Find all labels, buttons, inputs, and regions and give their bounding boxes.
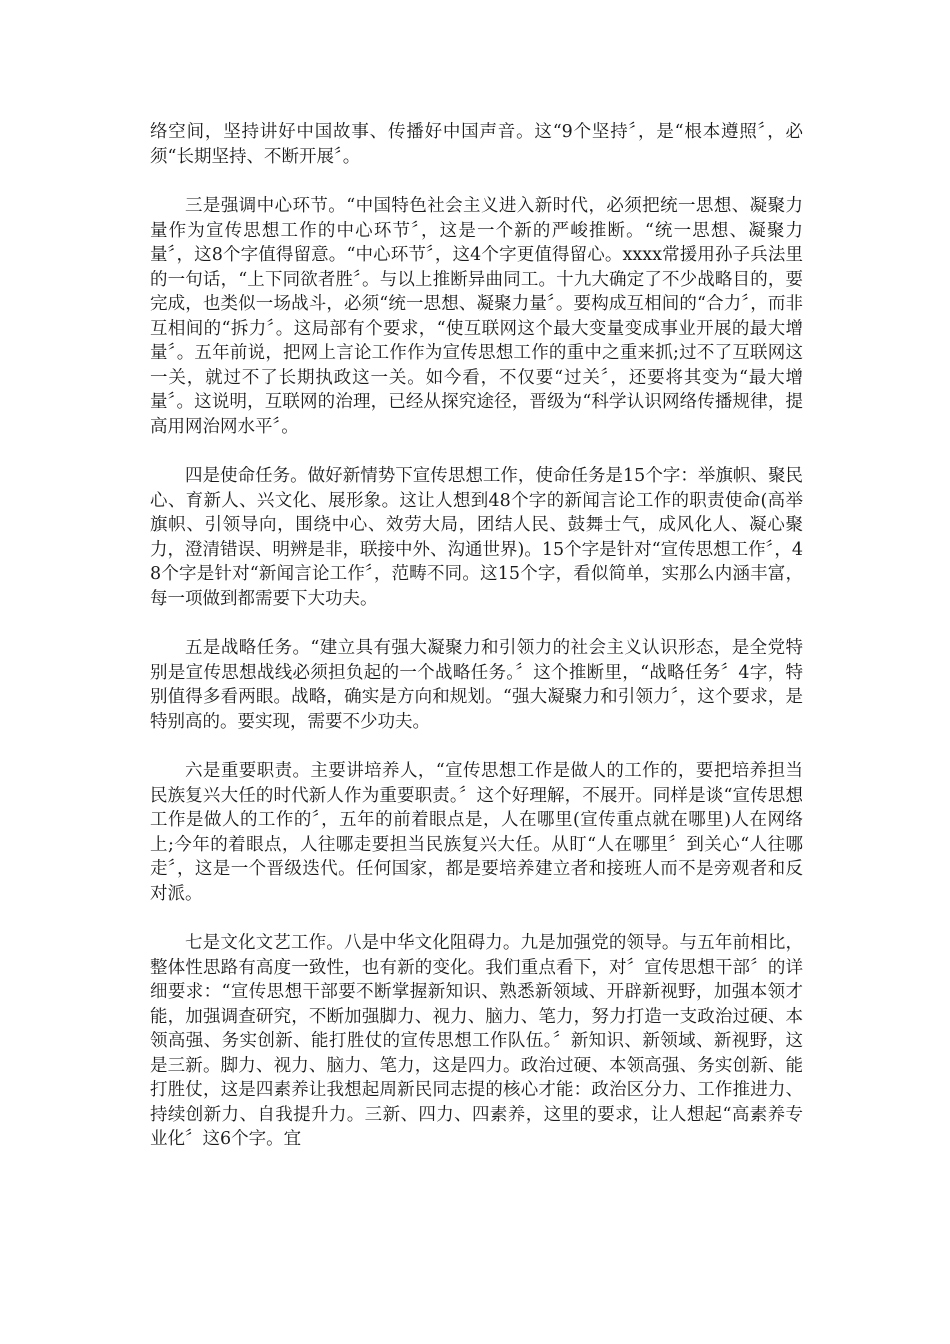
paragraph-mission: 四是使命任务。做好新情势下宣传思想工作，使命任务是15个字：举旗帜、聚民心、育新人、兴文化、展形象。这让人想到48个字的新闻言论工作的职责使命(高举旗帜、引领导向，围绕中心、效劳大局，团结人民、鼓舞士气，成风化人、凝心聚力，澄清错误、明辨是非，联接中外、沟通世界)。15个字是针对“宣传思想工作〞，48个字是针对“新闻言论工作〞，范畴不同。这15个字，看似简单，实那么内涵丰富，每一项做到都需要下大功夫。 <box>150 466 803 609</box>
paragraph-strategic-task: 五是战略任务。“建立具有强大凝聚力和引领力的社会主义认识形态，是全党特别是宣传思想战线必须担负起的一个战略任务。〞这个推断里，“战略任务〞4字，特别值得多看两眼。战略，确实是方向和规划。“强大凝聚力和引领力〞，这个要求，是特别高的。要实现，需要不少功夫。 <box>150 638 803 732</box>
paragraph-central-link: 三是强调中心环节。“中国特色社会主义进入新时代，必须把统一思想、凝聚力量作为宣传思想工作的中心环节〞，这是一个新的严峻推断。“统一思想、凝聚力量〞，这8个字值得留意。“中心环节〞，这4个字更值得留心。xxxx常援用孙子兵法里的一句话，“上下同欲者胜〞。与以上推断异曲同工。十九大确定了不少战略目的，要完成，也类似一场战斗，必须“统一思想、凝聚力量〞。要构成互相间的“合力〞，而非互相间的“拆力〞。这局部有个要求，“使互联网这个最大变量变成事业开展的最大增量〞。五年前说，把网上言论工作作为宣传思想工作的重中之重来抓;过不了互联网这一关，就过不了长期执政这一关。如今看，不仅要“过关〞，还要将其变为“最大增量〞。这说明，互联网的治理，已经从探究途径，晋级为“科学认识网络传播规律，提高用网治网水平〞。 <box>150 196 803 437</box>
paragraph-culture-and-leadership: 七是文化文艺工作。八是中华文化阻碍力。九是加强党的领导。与五年前相比，整体性思路有高度一致性，也有新的变化。我们重点看下，对〞宣传思想干部〞的详细要求：“宣传思想干部要不断掌握新知识、熟悉新领域、开辟新视野，加强本领才能，加强调查研究，不断加强脚力、视力、脑力、笔力，努力打造一支政治过硬、本领高强、务实创新、能打胜仗的宣传思想工作队伍。〞新知识、新领域、新视野，这是三新。脚力、视力、脑力、笔力，这是四力。政治过硬、本领高强、务实创新、能打胜仗，这是四素养让我想起周新民同志提的核心才能：政治区分力、工作推进力、持续创新力、自我提升力。三新、四力、四素养，这里的要求，让人想起“高素养专业化〞这6个字。宜 <box>150 933 803 1149</box>
document-page <box>150 120 803 1177</box>
paragraph-responsibility: 六是重要职责。主要讲培养人，“宣传思想工作是做人的工作的，要把培养担当民族复兴大任的时代新人作为重要职责。〞这个好理解，不展开。同样是谈“宣传思想工作是做人的工作的〞，五年的前着眼点是，人在哪里(宣传重点就在哪里)人在网络上;今年的着眼点，人往哪走要担当民族复兴大任。从盯“人在哪里〞到关心“人往哪走〞，这是一个晋级迭代。任何国家，都是要培养建立者和接班人而不是旁观者和反对派。 <box>150 761 803 904</box>
paragraph-continuation: 络空间，坚持讲好中国故事、传播好中国声音。这“9个坚持〞，是“根本遵照〞，必须“长期坚持、不断开展〞。 <box>150 122 803 167</box>
